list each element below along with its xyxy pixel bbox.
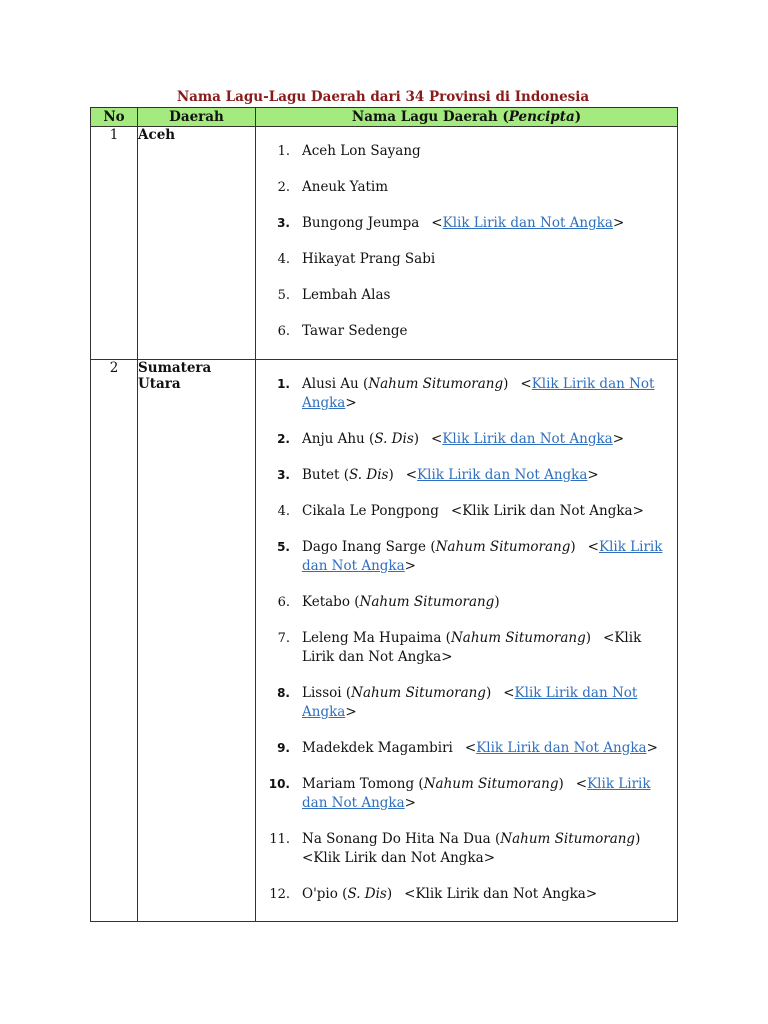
list-item: 10. Mariam Tomong (Nahum Situmorang) <Klik Lirik dan Not Angka> (256, 775, 677, 813)
song-number: 12. (269, 887, 290, 902)
page-title: Nama Lagu-Lagu Daerah dari 34 Provinsi di Indonesia (176, 89, 590, 105)
header-lagu-italic: Pencipta (508, 109, 575, 125)
list-item: 5. Dago Inang Sarge (Nahum Situmorang) <Klik Lirik dan Not Angka> (256, 538, 677, 576)
table-header-row (91, 108, 678, 127)
list-item: 3. Bungong Jeumpa <Klik Lirik dan Not Angka> (256, 214, 677, 233)
list-item: 12. O'pio (S. Dis) <Klik Lirik dan Not Angka> (256, 885, 677, 904)
songs-table (90, 107, 678, 922)
row-number: 2 (91, 360, 138, 922)
lyrics-text: Klik Lirik dan Not Angka (313, 850, 484, 866)
song-title: Tawar Sedenge (302, 323, 408, 339)
song-number: 11. (269, 832, 290, 847)
header-daerah: Daerah (138, 108, 256, 127)
song-title: Aneuk Yatim (302, 179, 389, 195)
list-item: 9. Madekdek Magambiri <Klik Lirik dan Not Angka> (256, 739, 677, 758)
list-item: 3. Butet (S. Dis) <Klik Lirik dan Not Angka> (256, 466, 677, 485)
header-lagu (256, 108, 678, 127)
list-item: 8. Lissoi (Nahum Situmorang) <Klik Lirik dan Not Angka> (256, 684, 677, 722)
lyrics-link[interactable]: Klik Lirik dan Not Angka (302, 539, 663, 574)
song-title: Lembah Alas (302, 287, 391, 303)
song-list (256, 375, 677, 904)
song-list-cell (256, 360, 678, 922)
song-composer: S. Dis (374, 431, 414, 447)
song-number: 1. (277, 377, 290, 391)
list-item (256, 286, 677, 305)
lyrics-text: Klik Lirik dan Not Angka (302, 630, 642, 665)
song-number: 10. (268, 777, 290, 791)
region-name: Sumatera Utara (138, 360, 256, 922)
song-title: Cikala Le Pongpong (302, 503, 439, 519)
song-composer: Nahum Situmorang (351, 685, 486, 701)
song-title: Leleng Ma Hupaima (302, 630, 442, 646)
lyrics-text: Klik Lirik dan Not Angka (462, 503, 633, 519)
list-item: 2. Anju Ahu (S. Dis) <Klik Lirik dan Not Angka> (256, 430, 677, 449)
lyrics-link[interactable]: Klik Lirik dan Not Angka (442, 431, 613, 447)
song-title: Dago Inang Sarge (302, 539, 427, 555)
region-name: Aceh (138, 127, 256, 360)
song-title: Mariam Tomong (302, 776, 415, 792)
song-number: 3. (277, 468, 290, 482)
lyrics-link[interactable]: Klik Lirik dan Not Angka (302, 776, 651, 811)
list-item (256, 250, 677, 269)
lyrics-link[interactable]: Klik Lirik dan Not Angka (476, 740, 647, 756)
song-number: 6. (277, 324, 290, 339)
song-title: Alusi Au (302, 376, 359, 392)
list-item: 11. Na Sonang Do Hita Na Dua (Nahum Situmorang)<Klik Lirik dan Not Angka> (256, 830, 677, 868)
lyrics-text: Klik Lirik dan Not Angka (415, 886, 586, 902)
song-list-cell (256, 127, 678, 360)
song-title: Anju Ahu (302, 431, 365, 447)
song-title: Butet (302, 467, 340, 483)
lyrics-link[interactable]: Klik Lirik dan Not Angka (417, 467, 588, 483)
song-number: 8. (277, 686, 290, 700)
list-item: 7. Leleng Ma Hupaima (Nahum Situmorang) <Klik Lirik dan Not Angka> (256, 629, 677, 667)
song-title: Ketabo (302, 594, 350, 610)
song-composer: Nahum Situmorang (368, 376, 504, 392)
song-composer: Nahum Situmorang (500, 831, 636, 847)
song-number: 1. (277, 144, 290, 159)
header-lagu-prefix: Nama Lagu Daerah ( (351, 109, 509, 125)
song-number: 5. (277, 288, 290, 303)
lyrics-link[interactable]: Klik Lirik dan Not Angka (442, 215, 613, 231)
song-title: O'pio (302, 886, 338, 902)
song-number: 9. (277, 741, 290, 755)
song-composer: S. Dis (347, 886, 387, 902)
song-title: Na Sonang Do Hita Na Dua (302, 831, 491, 847)
list-item: 6. Ketabo (Nahum Situmorang) (256, 593, 677, 612)
song-composer: Nahum Situmorang (423, 776, 559, 792)
song-number: 4. (277, 252, 290, 267)
song-composer: Nahum Situmorang (435, 539, 571, 555)
song-title: Hikayat Prang Sabi (302, 251, 436, 267)
song-number: 2. (277, 180, 290, 195)
song-number: 3. (277, 216, 290, 230)
table-row (91, 127, 678, 360)
list-item: 4. Cikala Le Pongpong <Klik Lirik dan Not Angka> (256, 502, 677, 521)
song-title: Bungong Jeumpa (302, 215, 420, 231)
header-no: No (91, 108, 138, 127)
list-item (256, 178, 677, 197)
song-composer: S. Dis (349, 467, 389, 483)
song-composer: Nahum Situmorang (359, 594, 495, 610)
list-item: 1. Alusi Au (Nahum Situmorang) <Klik Lirik dan Not Angka> (256, 375, 677, 413)
song-list (256, 142, 677, 341)
song-title: Aceh Lon Sayang (302, 143, 421, 159)
table-body (91, 127, 678, 922)
table-row (91, 360, 678, 922)
song-title: Madekdek Magambiri (302, 740, 453, 756)
lyrics-link[interactable]: Klik Lirik dan Not Angka (302, 685, 638, 720)
list-item (256, 142, 677, 161)
header-lagu-suffix: ) (574, 109, 582, 125)
song-composer: Nahum Situmorang (450, 630, 586, 646)
lyrics-link[interactable]: Klik Lirik dan Not Angka (302, 376, 655, 411)
row-number: 1 (91, 127, 138, 360)
song-number: 6. (277, 595, 290, 610)
list-item (256, 322, 677, 341)
song-number: 7. (277, 631, 290, 646)
song-title: Lissoi (302, 685, 342, 701)
song-number: 4. (277, 504, 290, 519)
song-number: 5. (277, 540, 290, 554)
song-number: 2. (277, 432, 290, 446)
